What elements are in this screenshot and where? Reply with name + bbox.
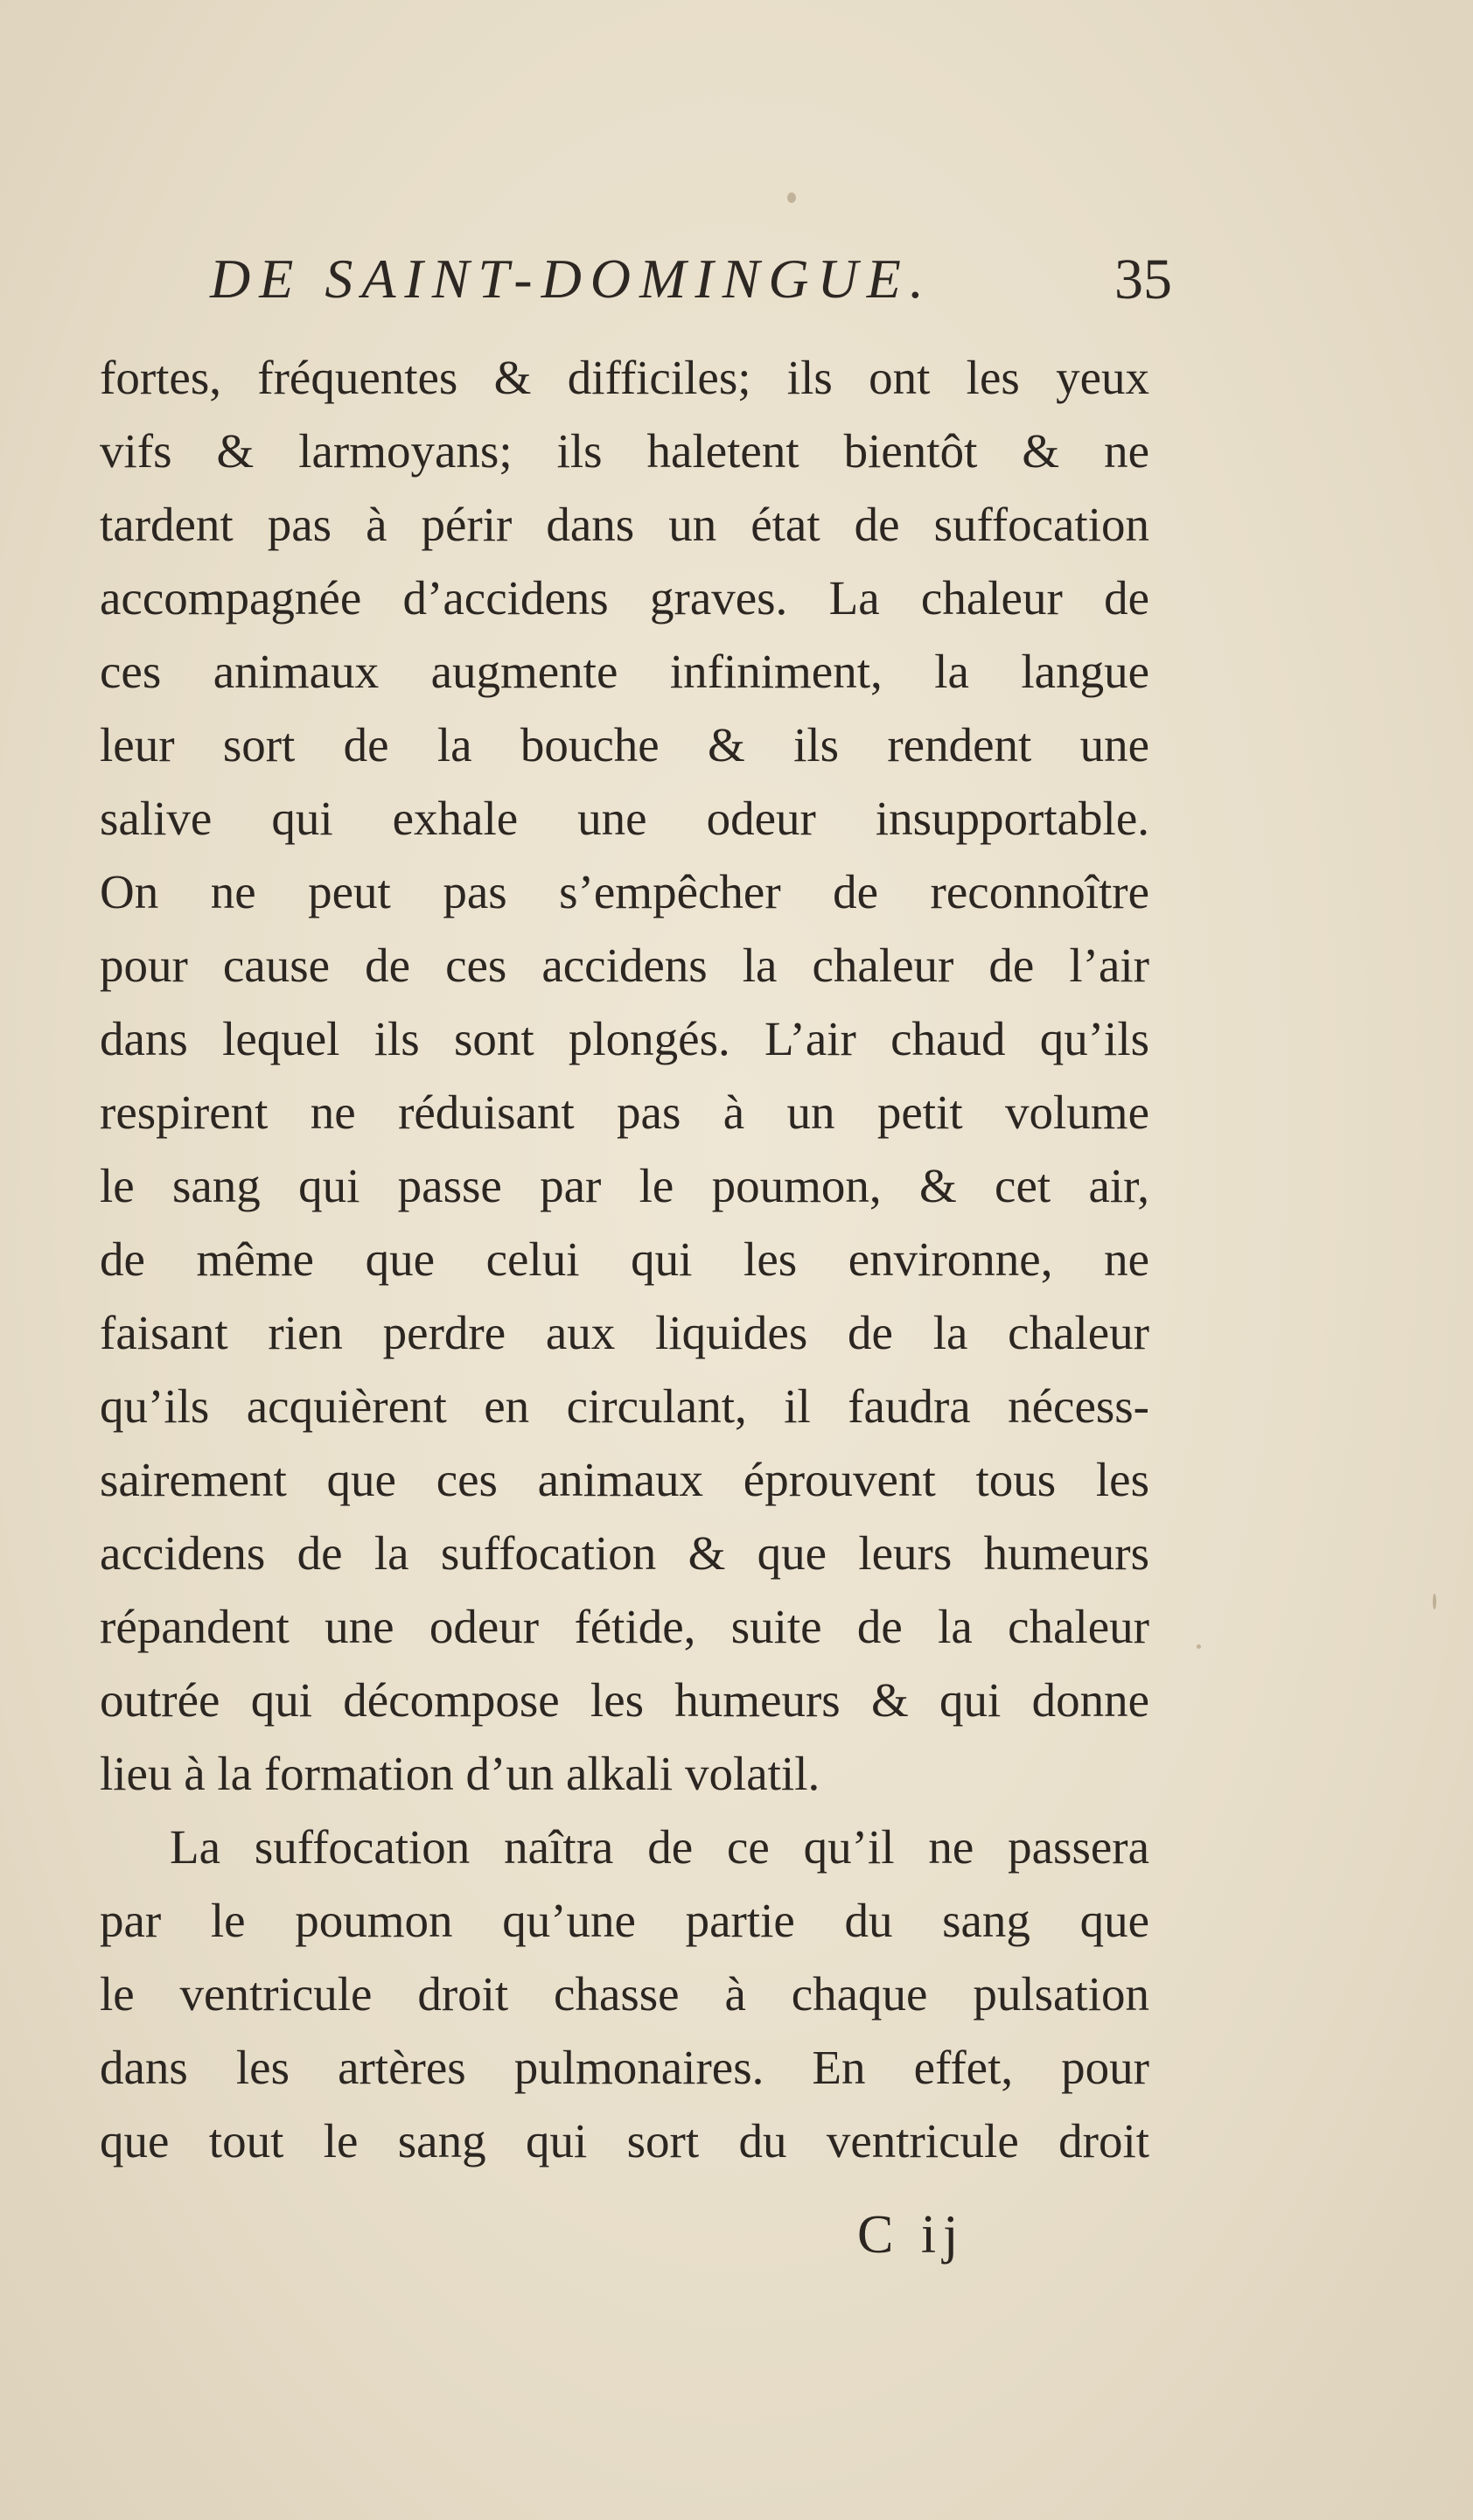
- text-line: respirent ne réduisant pas à un petit volume: [100, 1085, 1149, 1139]
- ink-spot: [1433, 1594, 1436, 1609]
- text-line: leur sort de la bouche & ils rendent une: [100, 718, 1149, 771]
- text-line: dans lequel ils sont plongés. L’air chaud qu’ils: [100, 1012, 1149, 1065]
- page-header: [210, 247, 1172, 325]
- running-title: DE SAINT-DOMINGUE.: [210, 248, 932, 310]
- text-line: fortes, fréquentes & difficiles; ils ont les yeux: [100, 351, 1149, 404]
- text-line: salive qui exhale une odeur insupportable.: [100, 792, 1149, 845]
- text-line: qu’ils acquièrent en circulant, il faudra nécess-: [100, 1379, 1149, 1433]
- page-number: 35: [1114, 248, 1172, 311]
- text-line: tardent pas à périr dans un état de suffocation: [100, 498, 1149, 551]
- signature-mark: C ij: [857, 2205, 966, 2265]
- text-line: répandent une odeur fétide, suite de la chaleur: [100, 1600, 1149, 1653]
- text-line: faisant rien perdre aux liquides de la chaleur: [100, 1306, 1149, 1359]
- text-line: accompagnée d’accidens graves. La chaleur de: [100, 571, 1149, 625]
- text-line: outrée qui décompose les humeurs & qui donne: [100, 1673, 1149, 1727]
- text-line: par le poumon qu’une partie du sang que: [100, 1894, 1149, 1947]
- text-line: que tout le sang qui sort du ventricule droit: [100, 2114, 1149, 2167]
- text-line: On ne peut pas s’empêcher de reconnoître: [100, 865, 1149, 918]
- text-line: lieu à la formation d’un alkali volatil.: [100, 1747, 820, 1800]
- body-text: [100, 341, 1149, 2178]
- ink-spot: [787, 192, 796, 203]
- text-line: le sang qui passe par le poumon, & cet air,: [100, 1159, 1149, 1212]
- text-line: ces animaux augmente infiniment, la langue: [100, 645, 1149, 698]
- text-line: accidens de la suffocation & que leurs humeurs: [100, 1526, 1149, 1580]
- ink-spot: [1197, 1644, 1201, 1649]
- text-line: de même que celui qui les environne, ne: [100, 1232, 1149, 1286]
- text-line: vifs & larmoyans; ils haletent bientôt & ne: [100, 424, 1149, 478]
- text-line: dans les artères pulmonaires. En effet, pour: [100, 2041, 1149, 2094]
- text-line: La suffocation naîtra de ce qu’il ne passera: [170, 1820, 1149, 1874]
- text-line: le ventricule droit chasse à chaque pulsation: [100, 1967, 1149, 2021]
- text-line: pour cause de ces accidens la chaleur de l’air: [100, 939, 1149, 992]
- text-line: sairement que ces animaux éprouvent tous les: [100, 1453, 1149, 1506]
